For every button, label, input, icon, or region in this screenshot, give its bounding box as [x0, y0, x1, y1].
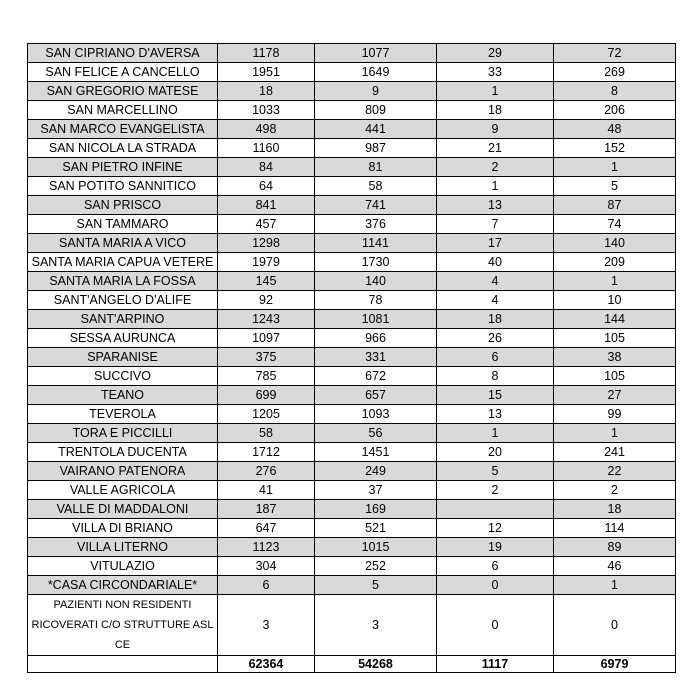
value-cell-4: 140 — [554, 234, 676, 253]
value-cell-4: 99 — [554, 405, 676, 424]
value-cell-2: 987 — [315, 139, 437, 158]
value-cell-4: 144 — [554, 310, 676, 329]
value-cell-2: 1081 — [315, 310, 437, 329]
municipality-name-cell: VILLA DI BRIANO — [28, 519, 218, 538]
value-cell-4: 1 — [554, 576, 676, 595]
value-cell-1: 64 — [218, 177, 315, 196]
table-row — [28, 538, 676, 557]
value-cell-2: 78 — [315, 291, 437, 310]
municipality-name-cell: VITULAZIO — [28, 557, 218, 576]
value-cell-4: 87 — [554, 196, 676, 215]
value-cell-4: 209 — [554, 253, 676, 272]
value-cell-1: 41 — [218, 481, 315, 500]
value-cell-4: 1 — [554, 424, 676, 443]
value-cell-3: 0 — [437, 576, 554, 595]
value-cell-1: 58 — [218, 424, 315, 443]
table-row — [28, 348, 676, 367]
value-cell-2: 966 — [315, 329, 437, 348]
value-cell-1: 1298 — [218, 234, 315, 253]
value-cell-4: 22 — [554, 462, 676, 481]
value-cell-3: 19 — [437, 538, 554, 557]
value-cell-3: 26 — [437, 329, 554, 348]
value-cell-4: 74 — [554, 215, 676, 234]
value-cell-3: 0 — [437, 595, 554, 656]
value-cell-4: 8 — [554, 82, 676, 101]
table-row — [28, 253, 676, 272]
value-cell-1: 6 — [218, 576, 315, 595]
value-cell-2: 376 — [315, 215, 437, 234]
value-cell-2: 1730 — [315, 253, 437, 272]
table-row — [28, 101, 676, 120]
value-cell-2: 1649 — [315, 63, 437, 82]
value-cell-4: 72 — [554, 44, 676, 63]
value-cell-4: 38 — [554, 348, 676, 367]
value-cell-4: 1 — [554, 158, 676, 177]
municipality-name-cell: SAN CIPRIANO D'AVERSA — [28, 44, 218, 63]
value-cell-4: 18 — [554, 500, 676, 519]
value-cell-2: 441 — [315, 120, 437, 139]
value-cell-3: 21 — [437, 139, 554, 158]
value-cell-2: 1451 — [315, 443, 437, 462]
municipality-name-cell: SAN GREGORIO MATESE — [28, 82, 218, 101]
value-cell-4: 89 — [554, 538, 676, 557]
value-cell-2: 9 — [315, 82, 437, 101]
value-cell-3: 1 — [437, 177, 554, 196]
total-c3: 1117 — [437, 656, 554, 673]
value-cell-2: 252 — [315, 557, 437, 576]
value-cell-2: 1093 — [315, 405, 437, 424]
value-cell-3: 15 — [437, 386, 554, 405]
totals-row — [28, 656, 676, 673]
table-row — [28, 557, 676, 576]
value-cell-4: 152 — [554, 139, 676, 158]
value-cell-2: 58 — [315, 177, 437, 196]
value-cell-3: 40 — [437, 253, 554, 272]
value-cell-1: 1205 — [218, 405, 315, 424]
table-row — [28, 63, 676, 82]
table-row — [28, 120, 676, 139]
value-cell-1: 647 — [218, 519, 315, 538]
table-row — [28, 462, 676, 481]
value-cell-2: 81 — [315, 158, 437, 177]
value-cell-1: 1712 — [218, 443, 315, 462]
total-c1: 62364 — [218, 656, 315, 673]
value-cell-3: 4 — [437, 272, 554, 291]
table-row — [28, 291, 676, 310]
value-cell-1: 1097 — [218, 329, 315, 348]
total-c2: 54268 — [315, 656, 437, 673]
value-cell-3: 33 — [437, 63, 554, 82]
municipality-name-cell: SESSA AURUNCA — [28, 329, 218, 348]
municipality-name-cell: TORA E PICCILLI — [28, 424, 218, 443]
municipality-name-cell: SAN MARCELLINO — [28, 101, 218, 120]
municipality-name-cell: SANT'ARPINO — [28, 310, 218, 329]
table-row — [28, 82, 676, 101]
table-row — [28, 234, 676, 253]
value-cell-2: 140 — [315, 272, 437, 291]
value-cell-3: 20 — [437, 443, 554, 462]
municipality-name-cell: SAN PIETRO INFINE — [28, 158, 218, 177]
value-cell-2: 3 — [315, 595, 437, 656]
value-cell-4: 114 — [554, 519, 676, 538]
value-cell-2: 56 — [315, 424, 437, 443]
municipality-name-cell: SAN FELICE A CANCELLO — [28, 63, 218, 82]
municipality-name-cell: SANTA MARIA A VICO — [28, 234, 218, 253]
value-cell-2: 1141 — [315, 234, 437, 253]
value-cell-3: 18 — [437, 101, 554, 120]
table-row — [28, 424, 676, 443]
municipality-name-cell: SAN MARCO EVANGELISTA — [28, 120, 218, 139]
value-cell-3 — [437, 500, 554, 519]
table-row — [28, 177, 676, 196]
value-cell-4: 10 — [554, 291, 676, 310]
value-cell-4: 27 — [554, 386, 676, 405]
value-cell-3: 1 — [437, 82, 554, 101]
value-cell-4: 269 — [554, 63, 676, 82]
value-cell-3: 13 — [437, 196, 554, 215]
table-row — [28, 443, 676, 462]
municipality-name-cell: TRENTOLA DUCENTA — [28, 443, 218, 462]
value-cell-3: 5 — [437, 462, 554, 481]
total-c4: 6979 — [554, 656, 676, 673]
municipality-name-cell: SAN POTITO SANNITICO — [28, 177, 218, 196]
municipality-name-cell: SAN NICOLA LA STRADA — [28, 139, 218, 158]
value-cell-4: 105 — [554, 367, 676, 386]
municipality-name-cell: SAN TAMMARO — [28, 215, 218, 234]
value-cell-1: 18 — [218, 82, 315, 101]
value-cell-4: 2 — [554, 481, 676, 500]
value-cell-1: 1123 — [218, 538, 315, 557]
value-cell-3: 6 — [437, 557, 554, 576]
value-cell-1: 1243 — [218, 310, 315, 329]
value-cell-3: 8 — [437, 367, 554, 386]
municipality-data-table — [27, 43, 676, 673]
value-cell-3: 18 — [437, 310, 554, 329]
value-cell-2: 1077 — [315, 44, 437, 63]
table-row — [28, 310, 676, 329]
municipality-name-cell: VALLE AGRICOLA — [28, 481, 218, 500]
table-row — [28, 139, 676, 158]
value-cell-3: 1 — [437, 424, 554, 443]
municipality-name-cell: TEANO — [28, 386, 218, 405]
municipality-name-cell: TEVEROLA — [28, 405, 218, 424]
value-cell-4: 105 — [554, 329, 676, 348]
value-cell-1: 498 — [218, 120, 315, 139]
value-cell-3: 6 — [437, 348, 554, 367]
value-cell-1: 1979 — [218, 253, 315, 272]
value-cell-1: 276 — [218, 462, 315, 481]
value-cell-2: 169 — [315, 500, 437, 519]
value-cell-1: 304 — [218, 557, 315, 576]
municipality-name-cell: *CASA CIRCONDARIALE* — [28, 576, 218, 595]
value-cell-2: 521 — [315, 519, 437, 538]
value-cell-4: 46 — [554, 557, 676, 576]
table-row — [28, 500, 676, 519]
value-cell-2: 5 — [315, 576, 437, 595]
value-cell-1: 457 — [218, 215, 315, 234]
value-cell-4: 206 — [554, 101, 676, 120]
municipality-name-cell: VALLE DI MADDALONI — [28, 500, 218, 519]
municipality-name-cell: SUCCIVO — [28, 367, 218, 386]
value-cell-4: 1 — [554, 272, 676, 291]
value-cell-3: 9 — [437, 120, 554, 139]
municipality-name-cell: SANTA MARIA CAPUA VETERE — [28, 253, 218, 272]
table-row — [28, 329, 676, 348]
table-row — [28, 158, 676, 177]
value-cell-2: 672 — [315, 367, 437, 386]
table-row — [28, 481, 676, 500]
value-cell-3: 2 — [437, 158, 554, 177]
table-row — [28, 44, 676, 63]
value-cell-3: 17 — [437, 234, 554, 253]
value-cell-1: 841 — [218, 196, 315, 215]
value-cell-1: 1160 — [218, 139, 315, 158]
value-cell-1: 187 — [218, 500, 315, 519]
table-row — [28, 386, 676, 405]
value-cell-4: 0 — [554, 595, 676, 656]
table-row — [28, 367, 676, 386]
value-cell-1: 1178 — [218, 44, 315, 63]
municipality-name-cell: PAZIENTI NON RESIDENTI RICOVERATI C/O STRUTTURE ASL CE — [28, 595, 218, 656]
value-cell-2: 809 — [315, 101, 437, 120]
value-cell-1: 92 — [218, 291, 315, 310]
table-row — [28, 196, 676, 215]
municipality-name-cell: SANTA MARIA LA FOSSA — [28, 272, 218, 291]
value-cell-2: 657 — [315, 386, 437, 405]
value-cell-2: 37 — [315, 481, 437, 500]
table-body — [28, 44, 676, 673]
municipality-name-cell: SANT'ANGELO D'ALIFE — [28, 291, 218, 310]
value-cell-1: 785 — [218, 367, 315, 386]
value-cell-2: 249 — [315, 462, 437, 481]
table-row — [28, 405, 676, 424]
value-cell-3: 13 — [437, 405, 554, 424]
municipality-name-cell: VILLA LITERNO — [28, 538, 218, 557]
municipality-name-cell: SPARANISE — [28, 348, 218, 367]
value-cell-2: 331 — [315, 348, 437, 367]
value-cell-3: 12 — [437, 519, 554, 538]
value-cell-1: 145 — [218, 272, 315, 291]
value-cell-3: 7 — [437, 215, 554, 234]
value-cell-3: 2 — [437, 481, 554, 500]
municipality-name-cell: SAN PRISCO — [28, 196, 218, 215]
value-cell-1: 3 — [218, 595, 315, 656]
table-row — [28, 215, 676, 234]
value-cell-1: 1033 — [218, 101, 315, 120]
table-row — [28, 519, 676, 538]
value-cell-1: 699 — [218, 386, 315, 405]
table-row — [28, 595, 676, 656]
value-cell-2: 741 — [315, 196, 437, 215]
municipality-name-cell: VAIRANO PATENORA — [28, 462, 218, 481]
totals-label — [28, 656, 218, 673]
value-cell-1: 84 — [218, 158, 315, 177]
table-row — [28, 272, 676, 291]
value-cell-3: 29 — [437, 44, 554, 63]
value-cell-4: 48 — [554, 120, 676, 139]
value-cell-3: 4 — [437, 291, 554, 310]
value-cell-4: 5 — [554, 177, 676, 196]
table-row — [28, 576, 676, 595]
value-cell-1: 375 — [218, 348, 315, 367]
value-cell-1: 1951 — [218, 63, 315, 82]
value-cell-4: 241 — [554, 443, 676, 462]
value-cell-2: 1015 — [315, 538, 437, 557]
